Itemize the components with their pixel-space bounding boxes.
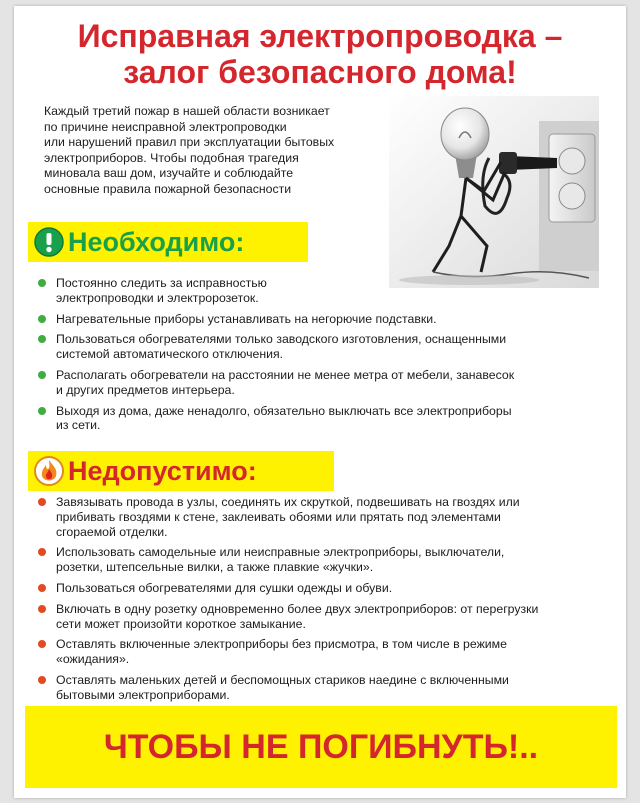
intro-line: по причине неисправной электропроводки [44, 119, 287, 134]
red-bullet-icon [38, 676, 46, 684]
intro-text [44, 104, 379, 197]
list-item: Завязывать провода в узлы, соединять их скруткой, подвешивать на гвоздях или прибивать гвоздями к стене, заклеивать обоями или прятать под элементами сгораемой отделки. [38, 495, 606, 539]
poster-title [14, 18, 626, 90]
intro-line: электроприборов. Чтобы подобная трагедия [44, 150, 299, 165]
green-bullet-icon [38, 335, 46, 343]
list-item: Выходя из дома, даже ненадолго, обязательно выключать все электроприборы из сети. [38, 404, 606, 434]
green-bullet-icon [38, 279, 46, 287]
list-item: Использовать самодельные или неисправные электроприборы, выключатели, розетки, штепсельные вилки, а также плавкие «жучки». [38, 545, 606, 575]
intro-line: Каждый третий пожар в нашей области возникает [44, 104, 330, 118]
green-bullet-icon [38, 407, 46, 415]
footer-slogan: ЧТОБЫ НЕ ПОГИБНУТЬ!.. [25, 706, 617, 788]
list-item: Нагревательные приборы устанавливать на негорючие подставки. [38, 312, 606, 327]
list-item: Включать в одну розетку одновременно более двух электроприборов: от перегрузки сети может произойти короткое замыкание. [38, 602, 606, 632]
title-line-1: Исправная электропроводка – [77, 18, 563, 54]
intro-line: миновала ваш дом, изучайте и соблюдайте [44, 166, 294, 180]
forbidden-heading: Недопустимо: [68, 456, 257, 486]
fire-icon [34, 456, 64, 486]
green-bullet-icon [38, 371, 46, 379]
list-item: Оставлять включенные электроприборы без присмотра, в том числе в режиме «ожидания». [38, 637, 606, 667]
red-bullet-icon [38, 548, 46, 556]
list-item: Постоянно следить за исправностью электропроводки и электророзеток. [38, 276, 606, 306]
lightbulb-man-plug-illustration [389, 96, 599, 288]
red-bullet-icon [38, 640, 46, 648]
list-item: Пользоваться обогревателями для сушки одежды и обуви. [38, 581, 606, 596]
red-bullet-icon [38, 498, 46, 506]
forbidden-heading-banner [28, 451, 334, 491]
exclamation-icon [34, 227, 64, 257]
list-item: Оставлять маленьких детей и беспомощных стариков наедине с включенными бытовыми электроприборами. [38, 673, 606, 703]
required-heading-banner [28, 222, 308, 262]
intro-line: или нарушений правил при эксплуатации бытовых [44, 135, 335, 149]
required-list [38, 276, 606, 439]
green-bullet-icon [38, 315, 46, 323]
intro-line: основные правила пожарной безопасности [44, 181, 292, 196]
list-item: Располагать обогреватели на расстоянии не менее метра от мебели, занавесок и других предметов интерьера. [38, 368, 606, 398]
required-heading: Необходимо: [68, 227, 245, 257]
forbidden-list [38, 495, 606, 709]
poster [14, 6, 626, 798]
red-bullet-icon [38, 605, 46, 613]
title-line-2: залог безопасного дома! [123, 54, 517, 90]
list-item: Пользоваться обогревателями только заводского изготовления, оснащенными системой автоматического отключения. [38, 332, 606, 362]
red-bullet-icon [38, 584, 46, 592]
